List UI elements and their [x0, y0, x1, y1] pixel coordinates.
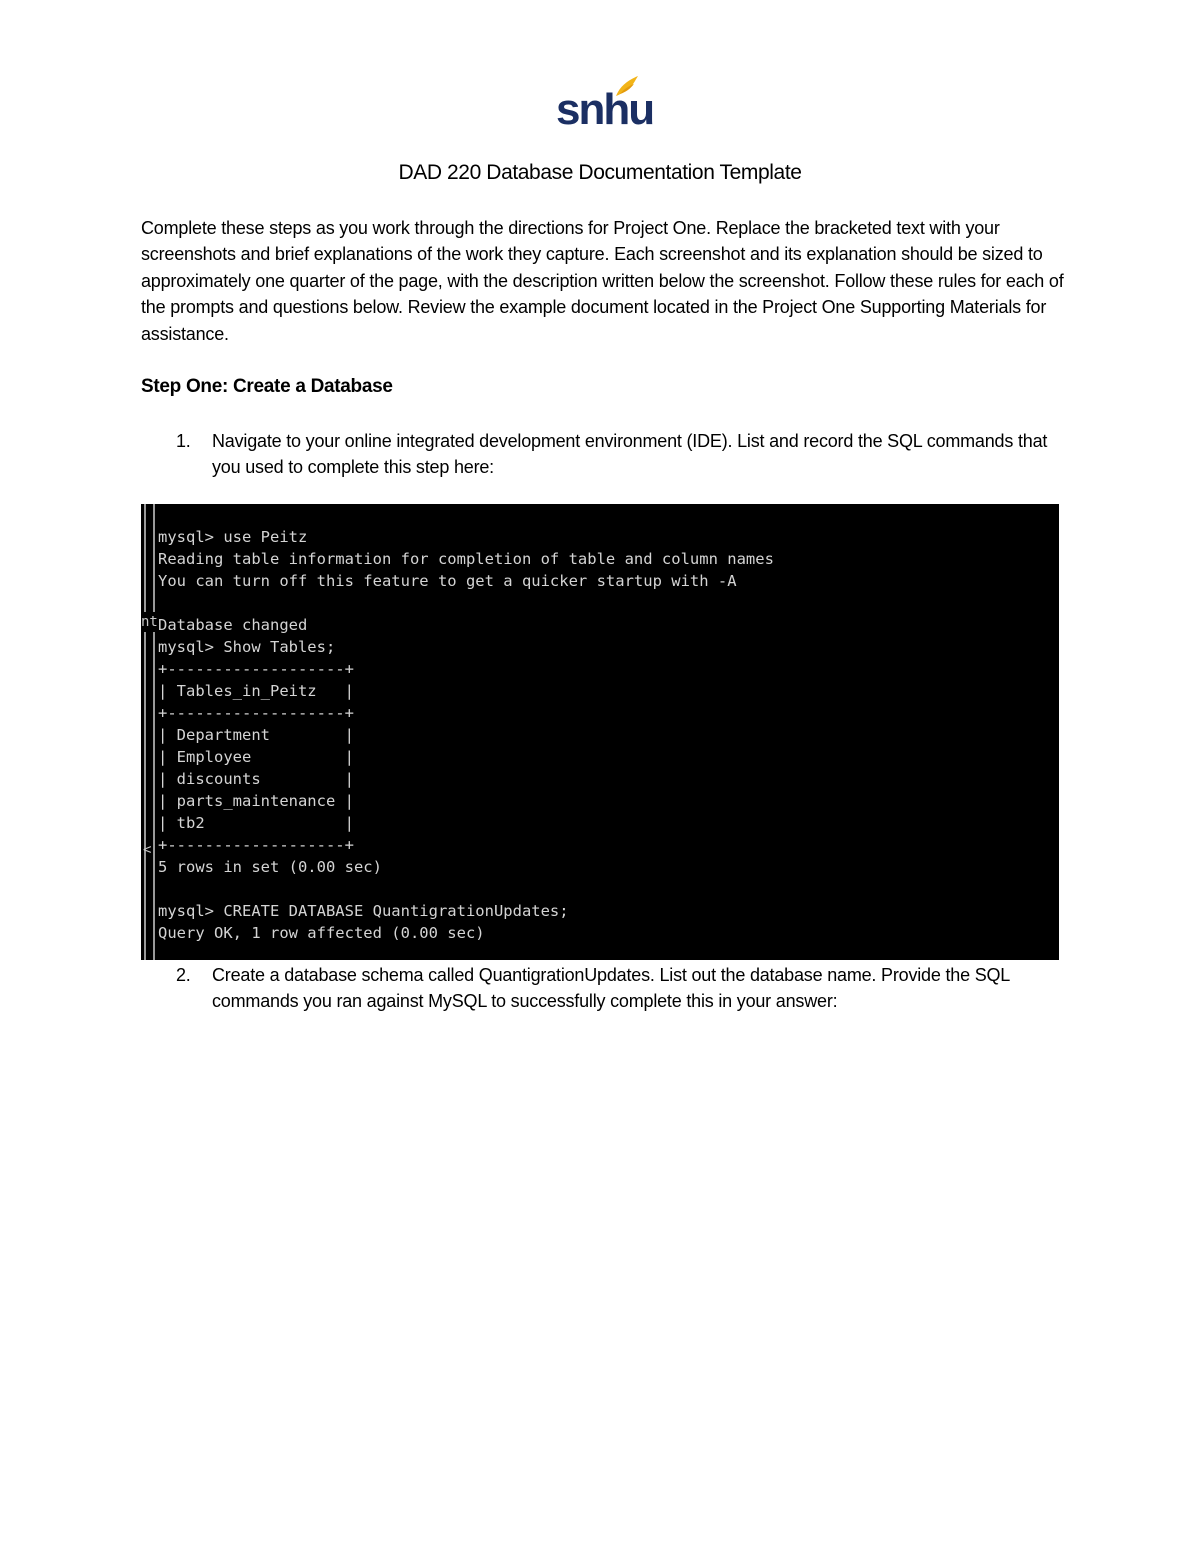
- terminal-border-inner: [153, 504, 155, 960]
- terminal-output: [158, 526, 774, 944]
- document-title: DAD 220 Database Documentation Template: [398, 161, 802, 184]
- terminal-line: +-------------------+: [158, 660, 354, 678]
- terminal-border-left: [144, 504, 146, 960]
- terminal-side-mark: <: [143, 842, 152, 858]
- terminal-line: | Department |: [158, 726, 354, 744]
- terminal-line: | Tables_in_Peitz |: [158, 682, 354, 700]
- terminal-line: mysql> use Peitz: [158, 528, 308, 546]
- terminal-line: | discounts |: [158, 770, 354, 788]
- list-text: Navigate to your online integrated development environment (IDE). List and record the SQL commands that you used to complete this step here:: [212, 431, 1048, 477]
- terminal-line: 5 rows in set (0.00 sec): [158, 858, 382, 876]
- intro-paragraph: Complete these steps as you work through the directions for Project One. Replace the bracketed text with your screenshots and brief explanations of the work they capture. Each screenshot and its explanation should be sized to approximately one quarter of the page, with the description written below the screenshot. Follow these rules for each of the prompts and questions below. Review the example document located in the Project One Supporting Materials for assistance.: [141, 218, 1064, 344]
- terminal-line: Query OK, 1 row affected (0.00 sec): [158, 924, 485, 942]
- logo-text: snhu: [556, 85, 654, 134]
- terminal-line: Database changed: [158, 616, 308, 634]
- terminal-line: +-------------------+: [158, 836, 354, 854]
- terminal-line: mysql> CREATE DATABASE QuantigrationUpdates;: [158, 902, 569, 920]
- terminal-line: Reading table information for completion of table and column names: [158, 550, 774, 568]
- terminal-line: mysql> Show Tables;: [158, 638, 336, 656]
- snhu-logo: [556, 74, 654, 134]
- terminal-line: | tb2 |: [158, 814, 354, 832]
- step-one-heading: Step One: Create a Database: [141, 376, 393, 397]
- terminal-side-fragment: nt: [141, 614, 158, 630]
- terminal-line: | parts_maintenance |: [158, 792, 354, 810]
- terminal-line: | Employee |: [158, 748, 354, 766]
- list-number: 1.: [176, 431, 191, 451]
- list-number: 2.: [176, 965, 191, 985]
- terminal-line: +-------------------+: [158, 704, 354, 722]
- terminal-screenshot: [141, 504, 1059, 960]
- list-text: Create a database schema called QuantigrationUpdates. List out the database name. Provide the SQL commands you ran against MySQL to successfully complete this in your answer:: [212, 965, 1010, 1011]
- terminal-line: You can turn off this feature to get a quicker startup with -A: [158, 572, 737, 590]
